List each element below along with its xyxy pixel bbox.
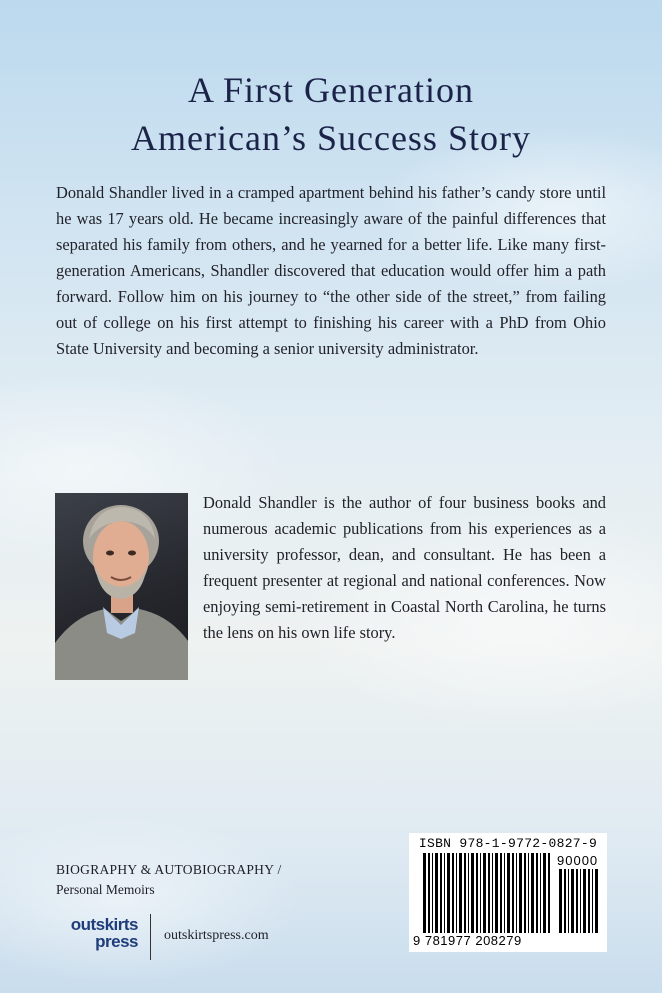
publisher-logo	[56, 916, 138, 951]
logo-divider	[150, 914, 151, 960]
price-code: 90000	[557, 853, 599, 868]
logo-line-1: outskirts	[70, 915, 138, 934]
author-bio: Donald Shandler is the author of four business books and numerous academic publications from his experiences as a university professor, dean, and consultant. He has been a frequent presenter at regional and national conferences. Now enjoying semi-retirement in Coastal North Carolina, he turns the lens on his own life story.	[203, 493, 606, 642]
isbn-barcode	[409, 833, 607, 952]
isbn-label: ISBN 978-1-9772-0827-9	[418, 836, 598, 851]
publisher-block	[56, 914, 316, 960]
logo-line-2: press	[95, 932, 138, 951]
author-portrait-illustration	[55, 493, 188, 680]
author-photo	[55, 493, 188, 680]
title-line-2: American’s Success Story	[131, 118, 531, 158]
book-title	[0, 66, 662, 162]
title-line-1: A First Generation	[188, 70, 474, 110]
category-sub: Personal Memoirs	[56, 882, 155, 897]
ean-digits: 9 781977 208279	[413, 933, 522, 948]
category-main: BIOGRAPHY & AUTOBIOGRAPHY /	[56, 862, 282, 877]
publisher-website: outskirtspress.com	[164, 928, 269, 943]
book-category	[56, 860, 282, 900]
book-blurb: Donald Shandler lived in a cramped apartment behind his father’s candy store until he was 17 years old. He became increasingly aware of the painful differences that separated his family from others, and he yearned for a better life. Like many first-generation Americans, Shandler discovered that education would offer him a path forward. Follow him on his journey to “the other side of the street,” from failing out of college on his first attempt to finishing his career with a PhD from Ohio State University and becoming a senior university administrator.	[56, 183, 606, 358]
